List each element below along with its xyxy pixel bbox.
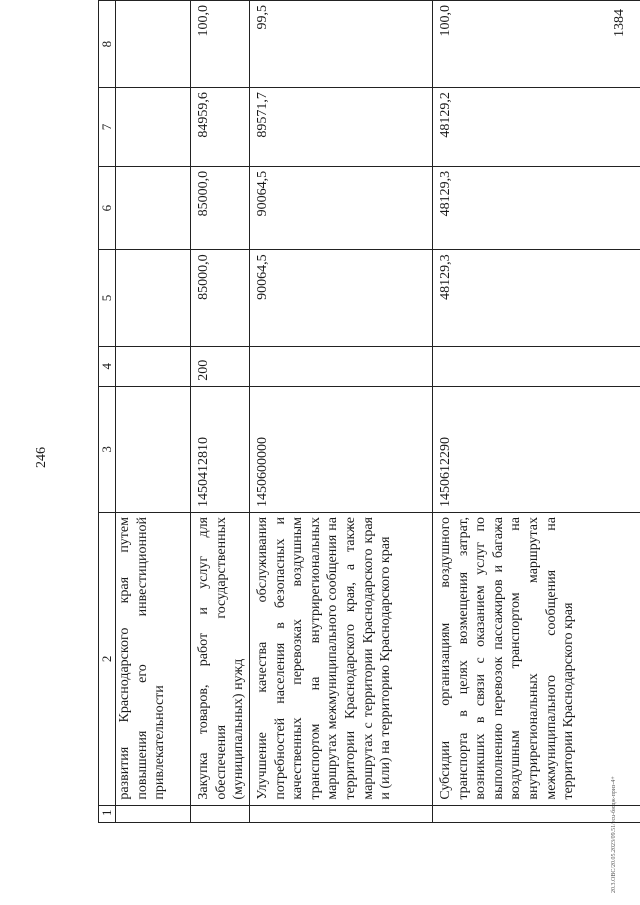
row-value-8: 99,5 xyxy=(250,1,433,88)
cell-empty xyxy=(116,805,191,822)
cell-empty xyxy=(433,805,640,822)
header-col-2: 2 xyxy=(99,512,116,805)
row-value-7: 84959,6 xyxy=(191,88,250,167)
header-col-6: 6 xyxy=(99,166,116,250)
row-code: 1450412810 xyxy=(191,386,250,512)
header-row xyxy=(99,1,116,823)
header-col-4: 4 xyxy=(99,346,116,386)
row-value-6: 85000,0 xyxy=(191,166,250,250)
header-col-1: 1 xyxy=(99,805,116,822)
table-row xyxy=(191,1,250,823)
cell-empty xyxy=(191,805,250,822)
row-value-6 xyxy=(116,166,191,250)
row-value-5: 90064,5 xyxy=(250,250,433,346)
row-value-5: 48129,3 xyxy=(433,250,640,346)
row-value-7: 89571,7 xyxy=(250,88,433,167)
cell-empty xyxy=(250,805,433,822)
row-value-8: 100,0 xyxy=(191,1,250,88)
header-col-7: 7 xyxy=(99,88,116,167)
row-code: 1450600000 xyxy=(250,386,433,512)
row-value-7 xyxy=(116,88,191,167)
row-code xyxy=(116,386,191,512)
row-value-8: 100,0 xyxy=(433,1,640,88)
page-number-top: 246 xyxy=(34,447,49,468)
row-value-5 xyxy=(116,250,191,346)
row-value-6: 48129,3 xyxy=(433,166,640,250)
row-value-7: 48129,2 xyxy=(433,88,640,167)
row-name: Субсидии организациям воздушного транспорта в целях возмещения затрат, возникших в связи с оказанием услуг по выполнению перевозок пассажиров и багажа воздушным транспортом на внутрирегиональных маршрутах межмуниципального сообщения на территории Краснодарского края xyxy=(433,512,640,805)
row-code: 1450612290 xyxy=(433,386,640,512)
row-kind xyxy=(116,346,191,386)
row-value-6: 90064,5 xyxy=(250,166,433,250)
table-row xyxy=(116,1,191,823)
table-row xyxy=(250,1,433,823)
header-col-8: 8 xyxy=(99,1,116,88)
page-number-side: 1384 xyxy=(612,9,627,37)
row-name: развития Краснодарского края путем повышения его инвестиционной привлекательности xyxy=(116,512,191,805)
budget-table xyxy=(98,0,640,823)
row-kind: 200 xyxy=(191,346,250,386)
row-kind xyxy=(250,346,433,386)
row-name: Улучшение качества обслуживания потребностей населения в безопасных и качественных перевозках воздушным транспортом на внутрирегиональных маршрутах межмуниципального сообщения на территории Краснодарского края, а также маршрутах с территории Краснодарского края и (или) на территорию Краснодарского края xyxy=(250,512,433,805)
table-row xyxy=(433,1,640,823)
header-col-3: 3 xyxy=(99,386,116,512)
document-stamp: 20.3.OBC/20.05.2023/09.51/ecu-бюдж-приз-4+ xyxy=(611,776,617,893)
row-name: Закупка товаров, работ и услуг для обеспечения государственных (муниципальных) нужд xyxy=(191,512,250,805)
row-kind xyxy=(433,346,640,386)
row-value-8 xyxy=(116,1,191,88)
header-col-5: 5 xyxy=(99,250,116,346)
row-value-5: 85000,0 xyxy=(191,250,250,346)
